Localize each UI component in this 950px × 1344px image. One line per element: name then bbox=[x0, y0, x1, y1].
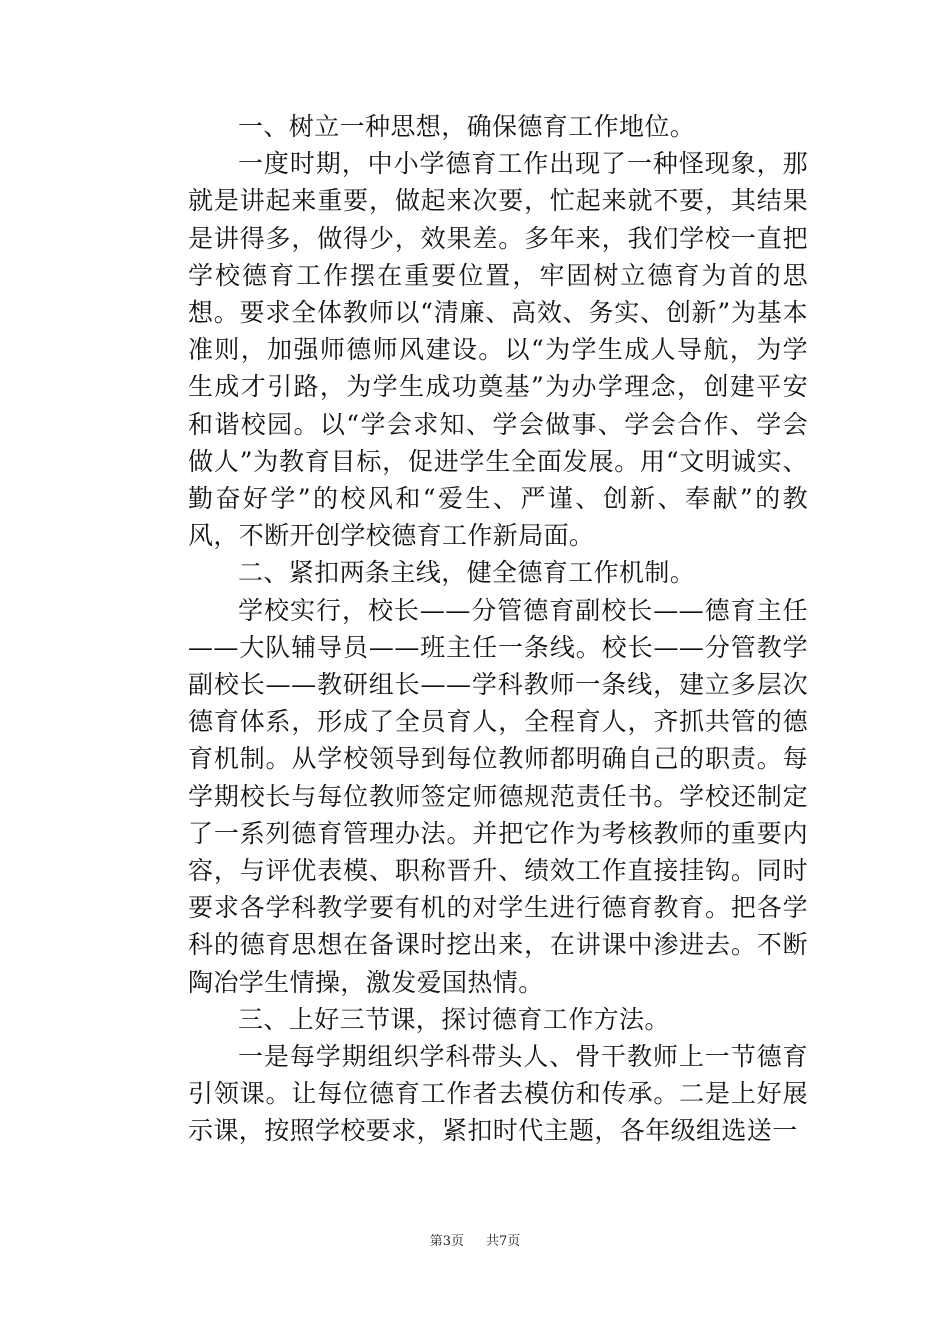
page-footer bbox=[0, 1230, 950, 1249]
document-body bbox=[188, 108, 808, 1150]
body-paragraph-3: 一是每学期组织学科带头人、骨干教师上一节德育引领课。让每位德育工作者去模仿和传承。二是上好展示课，按照学校要求，紧扣时代主题，各年级组选送一 bbox=[188, 1042, 808, 1146]
page-number: 第3页 bbox=[429, 1234, 464, 1249]
section-heading-1: 一、树立一种思想，确保德育工作地位。 bbox=[238, 112, 696, 141]
section-heading-3: 三、上好三节课，探讨德育工作方法。 bbox=[238, 1004, 670, 1034]
page-total: 共7页 bbox=[486, 1234, 521, 1249]
body-paragraph-1: 一度时期，中小学德育工作出现了一种怪现象，那就是讲起来重要，做起来次要，忙起来就不要，其结果是讲得多，做得少，效果差。多年来，我们学校一直把学校德育工作摆在重要位置，牢固树立德育为首的思想。要求全体教师以“清廉、高效、务实、创新”为基本准则，加强师德师风建设。以“为学生成人导航，为学生成才引路，为学生成功奠基”为办学理念，创建平安和谐校园。以“学会求知、学会做事、学会合作、学会做人”为教育目标，促进学生全面发展。用“文明诚实、勤奋好学”的校风和“爱生、严谨、创新、奉献”的教风，不断开创学校德育工作新局面。 bbox=[188, 149, 808, 551]
body-paragraph-2: 学校实行，校长——分管德育副校长——德育主任——大队辅导员——班主任一条线。校长——分管教学副校长——教研组长——学科教师一条线，建立多层次德育体系，形成了全员育人，全程育人，齐抓共管的德育机制。从学校领导到每位教师都明确自己的职责。每学期校长与每位教师签定师德规范责任书。学校还制定了一系列德育管理办法。并把它作为考核教师的重要内容，与评优表模、职称晋升、绩效工作直接挂钩。同时要求各学科教学要有机的对学生进行德育教育。把各学科的德育思想在备课时挖出来，在讲课中渗进去。不断陶冶学生情操，激发爱国热情。 bbox=[188, 595, 808, 997]
section-heading-2: 二、紧扣两条主线，健全德育工作机制。 bbox=[238, 558, 696, 588]
